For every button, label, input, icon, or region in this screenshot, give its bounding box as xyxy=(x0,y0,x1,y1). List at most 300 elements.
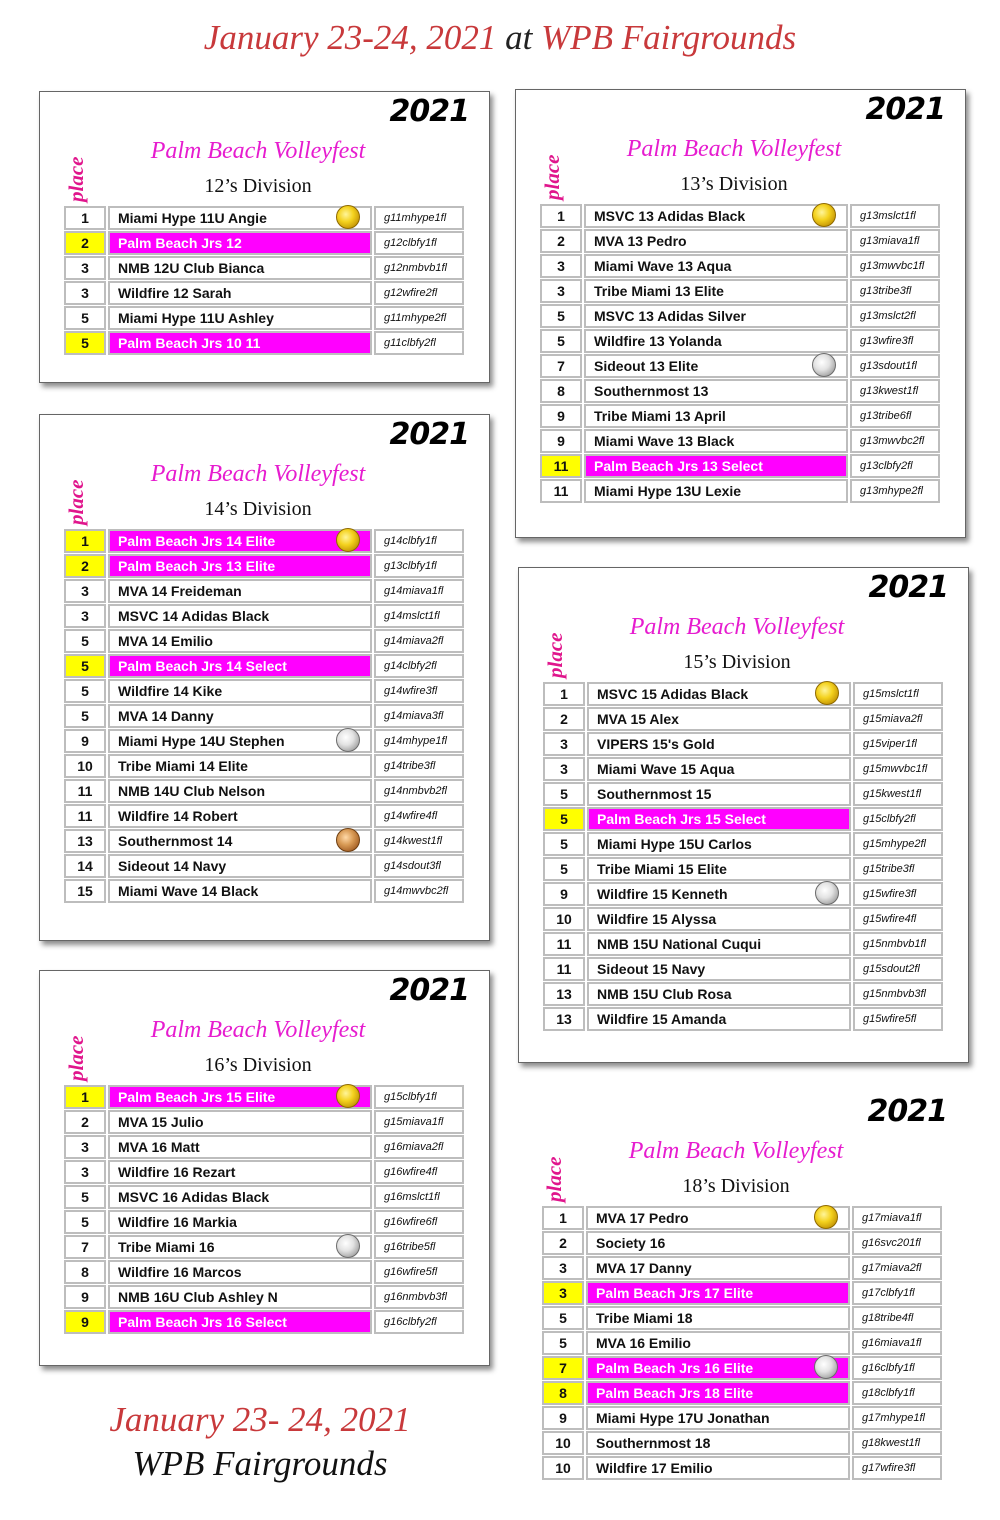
table-row xyxy=(64,1285,464,1309)
place-cell: 11 xyxy=(64,779,106,803)
place-cell: 8 xyxy=(540,379,582,403)
place-cell: 5 xyxy=(540,329,582,353)
code-cell: g17mhype1fl xyxy=(852,1406,942,1430)
table-row xyxy=(64,1135,464,1159)
place-cell: 10 xyxy=(542,1456,584,1480)
place-cell: 7 xyxy=(542,1356,584,1380)
gold-medal-icon xyxy=(336,528,360,552)
table-row xyxy=(64,281,464,305)
division-title: 16’s Division xyxy=(204,1054,312,1076)
code-cell: g17miava2fl xyxy=(852,1256,942,1280)
table-row xyxy=(542,1306,942,1330)
team-cell: MVA 17 Danny xyxy=(586,1256,850,1280)
code-cell: g18tribe4fl xyxy=(852,1306,942,1330)
team-cell: Southernmost 15 xyxy=(587,782,851,806)
silver-medal-icon xyxy=(814,1355,838,1379)
place-cell: 1 xyxy=(543,682,585,706)
table-row xyxy=(64,1085,464,1109)
place-cell: 3 xyxy=(542,1281,584,1305)
code-cell: g13tribe6fl xyxy=(850,404,940,428)
code-cell: g16wfire5fl xyxy=(374,1260,464,1284)
place-cell: 10 xyxy=(542,1431,584,1455)
team-cell: Wildfire 14 Robert xyxy=(108,804,372,828)
table-row xyxy=(543,682,943,706)
table-row xyxy=(540,304,940,328)
table-row xyxy=(543,1007,943,1031)
table-row xyxy=(64,629,464,653)
place-cell: 11 xyxy=(543,957,585,981)
team-cell: Society 16 xyxy=(586,1231,850,1255)
team-cell: Tribe Miami 13 Elite xyxy=(584,279,848,303)
place-cell: 3 xyxy=(64,256,106,280)
year-label: 2021 xyxy=(865,92,945,127)
team-cell: Sideout 14 Navy xyxy=(108,854,372,878)
team-cell: Tribe Miami 13 April xyxy=(584,404,848,428)
table-row xyxy=(64,804,464,828)
table-row xyxy=(64,829,464,853)
team-cell: Miami Wave 13 Black xyxy=(584,429,848,453)
code-cell: g11mhype2fl xyxy=(374,306,464,330)
code-cell: g15kwest1fl xyxy=(853,782,943,806)
team-cell: Palm Beach Jrs 15 Elite xyxy=(108,1085,372,1109)
place-cell: 9 xyxy=(542,1406,584,1430)
team-cell: MVA 16 Matt xyxy=(108,1135,372,1159)
place-cell: 5 xyxy=(64,1210,106,1234)
table-row xyxy=(540,229,940,253)
page-header xyxy=(0,18,1000,58)
code-cell: g12clbfy1fl xyxy=(374,231,464,255)
results-table xyxy=(540,204,940,504)
table-row xyxy=(64,206,464,230)
code-cell: g12nmbvb1fl xyxy=(374,256,464,280)
table-row xyxy=(542,1431,942,1455)
place-label: place xyxy=(542,1156,566,1202)
place-cell: 10 xyxy=(64,754,106,778)
place-cell: 5 xyxy=(64,629,106,653)
team-cell: Wildfire 15 Amanda xyxy=(587,1007,851,1031)
code-cell: g14tribe3fl xyxy=(374,754,464,778)
place-cell: 5 xyxy=(64,704,106,728)
team-cell: MSVC 15 Adidas Black xyxy=(587,682,851,706)
year-label: 2021 xyxy=(867,1094,947,1129)
division-card-12 xyxy=(39,91,490,383)
code-cell: g13mwvbc1fl xyxy=(850,254,940,278)
team-cell: MVA 13 Pedro xyxy=(584,229,848,253)
results-table xyxy=(64,1085,464,1335)
place-cell: 2 xyxy=(542,1231,584,1255)
code-cell: g14clbfy1fl xyxy=(374,529,464,553)
table-row xyxy=(543,707,943,731)
team-cell: MSVC 13 Adidas Black xyxy=(584,204,848,228)
code-cell: g14miava1fl xyxy=(374,579,464,603)
place-cell: 3 xyxy=(543,732,585,756)
table-row xyxy=(64,654,464,678)
place-label: place xyxy=(64,1035,88,1081)
place-cell: 11 xyxy=(540,454,582,478)
code-cell: g14sdout3fl xyxy=(374,854,464,878)
team-cell: Palm Beach Jrs 12 xyxy=(108,231,372,255)
team-cell: Miami Hype 15U Carlos xyxy=(587,832,851,856)
team-cell: Miami Hype 11U Ashley xyxy=(108,306,372,330)
table-row xyxy=(543,757,943,781)
place-cell: 9 xyxy=(540,429,582,453)
team-cell: Wildfire 16 Markia xyxy=(108,1210,372,1234)
code-cell: g14kwest1fl xyxy=(374,829,464,853)
table-row xyxy=(540,254,940,278)
team-cell: NMB 16U Club Ashley N xyxy=(108,1285,372,1309)
team-cell: MSVC 14 Adidas Black xyxy=(108,604,372,628)
table-row xyxy=(64,879,464,903)
table-row xyxy=(64,1210,464,1234)
code-cell: g15nmbvb3fl xyxy=(853,982,943,1006)
place-label: place xyxy=(540,154,564,200)
table-row xyxy=(64,554,464,578)
team-cell: MVA 16 Emilio xyxy=(586,1331,850,1355)
division-card-16 xyxy=(39,970,490,1366)
table-row xyxy=(542,1231,942,1255)
place-cell: 5 xyxy=(64,1185,106,1209)
gold-medal-icon xyxy=(336,1084,360,1108)
results-table xyxy=(542,1206,942,1481)
table-row xyxy=(540,429,940,453)
place-cell: 5 xyxy=(64,679,106,703)
place-cell: 3 xyxy=(64,281,106,305)
code-cell: g15wfire3fl xyxy=(853,882,943,906)
table-row xyxy=(64,306,464,330)
code-cell: g16tribe5fl xyxy=(374,1235,464,1259)
team-cell: MVA 14 Freideman xyxy=(108,579,372,603)
code-cell: g18kwest1fl xyxy=(852,1431,942,1455)
place-cell: 1 xyxy=(64,529,106,553)
code-cell: g13mslct2fl xyxy=(850,304,940,328)
code-cell: g15mhype2fl xyxy=(853,832,943,856)
header-at: at xyxy=(505,18,533,57)
table-row xyxy=(542,1331,942,1355)
team-cell: Miami Hype 11U Angie xyxy=(108,206,372,230)
header-venue: WPB Fairgrounds xyxy=(541,18,797,57)
event-title: Palm Beach Volleyfest xyxy=(626,136,842,162)
footer-venue: WPB Fairgrounds xyxy=(132,1444,388,1483)
team-cell: Miami Wave 15 Aqua xyxy=(587,757,851,781)
place-cell: 5 xyxy=(540,304,582,328)
code-cell: g15nmbvb1fl xyxy=(853,932,943,956)
place-cell: 2 xyxy=(64,554,106,578)
team-cell: Wildfire 16 Rezart xyxy=(108,1160,372,1184)
code-cell: g16clbfy1fl xyxy=(852,1356,942,1380)
code-cell: g17miava1fl xyxy=(852,1206,942,1230)
place-cell: 1 xyxy=(64,206,106,230)
gold-medal-icon xyxy=(336,205,360,229)
team-cell: VIPERS 15's Gold xyxy=(587,732,851,756)
table-row xyxy=(543,982,943,1006)
table-row xyxy=(540,204,940,228)
table-row xyxy=(540,354,940,378)
division-card-18 xyxy=(518,1092,967,1507)
team-cell: Palm Beach Jrs 10 11 xyxy=(108,331,372,355)
header-date: January 23-24, 2021 xyxy=(203,18,497,57)
code-cell: g14wfire3fl xyxy=(374,679,464,703)
place-cell: 2 xyxy=(64,231,106,255)
place-cell: 3 xyxy=(64,1160,106,1184)
team-cell: MVA 17 Pedro xyxy=(586,1206,850,1230)
place-cell: 9 xyxy=(64,729,106,753)
place-cell: 1 xyxy=(540,204,582,228)
table-row xyxy=(543,807,943,831)
table-row xyxy=(64,1260,464,1284)
table-row xyxy=(542,1356,942,1380)
code-cell: g16wfire6fl xyxy=(374,1210,464,1234)
team-cell: Wildfire 15 Alyssa xyxy=(587,907,851,931)
code-cell: g14miava3fl xyxy=(374,704,464,728)
code-cell: g14mwvbc2fl xyxy=(374,879,464,903)
table-row xyxy=(64,854,464,878)
table-row xyxy=(543,857,943,881)
footer-date: January 23- 24, 2021 xyxy=(109,1400,411,1439)
code-cell: g13mslct1fl xyxy=(850,204,940,228)
table-row xyxy=(543,932,943,956)
event-title: Palm Beach Volleyfest xyxy=(150,138,366,164)
division-card-15 xyxy=(518,567,969,1063)
team-cell: Wildfire 17 Emilio xyxy=(586,1456,850,1480)
silver-medal-icon xyxy=(336,1234,360,1258)
table-row xyxy=(64,529,464,553)
table-row xyxy=(542,1281,942,1305)
year-label: 2021 xyxy=(389,417,469,452)
team-cell: MVA 15 Julio xyxy=(108,1110,372,1134)
team-cell: Palm Beach Jrs 15 Select xyxy=(587,807,851,831)
year-label: 2021 xyxy=(389,94,469,129)
table-row xyxy=(543,882,943,906)
place-label: place xyxy=(543,632,567,678)
team-cell: MVA 14 Danny xyxy=(108,704,372,728)
silver-medal-icon xyxy=(815,881,839,905)
division-title: 15’s Division xyxy=(683,651,791,673)
place-cell: 7 xyxy=(540,354,582,378)
table-row xyxy=(64,604,464,628)
team-cell: Southernmost 18 xyxy=(586,1431,850,1455)
table-row xyxy=(542,1206,942,1230)
place-cell: 15 xyxy=(64,879,106,903)
table-row xyxy=(64,779,464,803)
place-cell: 3 xyxy=(64,604,106,628)
place-cell: 1 xyxy=(542,1206,584,1230)
place-cell: 5 xyxy=(543,807,585,831)
place-cell: 3 xyxy=(540,279,582,303)
place-cell: 2 xyxy=(543,707,585,731)
division-card-14 xyxy=(39,414,490,941)
table-row xyxy=(64,679,464,703)
code-cell: g15wfire4fl xyxy=(853,907,943,931)
code-cell: g13miava1fl xyxy=(850,229,940,253)
place-cell: 9 xyxy=(540,404,582,428)
table-row xyxy=(543,732,943,756)
place-cell: 8 xyxy=(64,1260,106,1284)
team-cell: MSVC 16 Adidas Black xyxy=(108,1185,372,1209)
team-cell: Palm Beach Jrs 18 Elite xyxy=(586,1381,850,1405)
team-cell: Palm Beach Jrs 16 Select xyxy=(108,1310,372,1334)
event-title: Palm Beach Volleyfest xyxy=(629,614,845,640)
division-card-13 xyxy=(515,89,966,538)
team-cell: NMB 15U National Cuqui xyxy=(587,932,851,956)
table-row xyxy=(64,1310,464,1334)
code-cell: g13kwest1fl xyxy=(850,379,940,403)
division-title: 13’s Division xyxy=(680,173,788,195)
code-cell: g16miava1fl xyxy=(852,1331,942,1355)
place-cell: 2 xyxy=(64,1110,106,1134)
place-cell: 3 xyxy=(543,757,585,781)
table-row xyxy=(64,754,464,778)
code-cell: g15viper1fl xyxy=(853,732,943,756)
code-cell: g14miava2fl xyxy=(374,629,464,653)
team-cell: Wildfire 16 Marcos xyxy=(108,1260,372,1284)
place-cell: 3 xyxy=(64,579,106,603)
results-table xyxy=(64,529,464,904)
place-cell: 7 xyxy=(64,1235,106,1259)
results-table xyxy=(543,682,943,1032)
team-cell: Palm Beach Jrs 13 Select xyxy=(584,454,848,478)
silver-medal-icon xyxy=(812,353,836,377)
gold-medal-icon xyxy=(815,681,839,705)
team-cell: Palm Beach Jrs 16 Elite xyxy=(586,1356,850,1380)
code-cell: g15miava1fl xyxy=(374,1110,464,1134)
code-cell: g17wfire3fl xyxy=(852,1456,942,1480)
team-cell: Miami Hype 14U Stephen xyxy=(108,729,372,753)
place-cell: 5 xyxy=(543,857,585,881)
place-cell: 9 xyxy=(64,1285,106,1309)
year-label: 2021 xyxy=(868,570,948,605)
place-cell: 11 xyxy=(543,932,585,956)
year-label: 2021 xyxy=(389,973,469,1008)
team-cell: Miami Wave 14 Black xyxy=(108,879,372,903)
code-cell: g15clbfy1fl xyxy=(374,1085,464,1109)
division-title: 12’s Division xyxy=(204,175,312,197)
place-cell: 13 xyxy=(543,1007,585,1031)
table-row xyxy=(542,1381,942,1405)
code-cell: g15tribe3fl xyxy=(853,857,943,881)
place-cell: 11 xyxy=(540,479,582,503)
table-row xyxy=(540,379,940,403)
table-row xyxy=(543,907,943,931)
code-cell: g15wfire5fl xyxy=(853,1007,943,1031)
place-cell: 13 xyxy=(543,982,585,1006)
code-cell: g17clbfy1fl xyxy=(852,1281,942,1305)
table-row xyxy=(543,832,943,856)
table-row xyxy=(542,1406,942,1430)
table-row xyxy=(64,1160,464,1184)
code-cell: g16nmbvb3fl xyxy=(374,1285,464,1309)
division-title: 14’s Division xyxy=(204,498,312,520)
team-cell: Tribe Miami 16 xyxy=(108,1235,372,1259)
team-cell: Wildfire 15 Kenneth xyxy=(587,882,851,906)
code-cell: g13mwvbc2fl xyxy=(850,429,940,453)
place-cell: 11 xyxy=(64,804,106,828)
table-row xyxy=(64,231,464,255)
code-cell: g15sdout2fl xyxy=(853,957,943,981)
table-row xyxy=(540,454,940,478)
team-cell: Miami Wave 13 Aqua xyxy=(584,254,848,278)
code-cell: g14mhype1fl xyxy=(374,729,464,753)
place-cell: 5 xyxy=(542,1331,584,1355)
code-cell: g14clbfy2fl xyxy=(374,654,464,678)
place-cell: 3 xyxy=(540,254,582,278)
place-cell: 1 xyxy=(64,1085,106,1109)
table-row xyxy=(542,1256,942,1280)
place-cell: 9 xyxy=(543,882,585,906)
place-cell: 5 xyxy=(542,1306,584,1330)
team-cell: NMB 15U Club Rosa xyxy=(587,982,851,1006)
team-cell: Tribe Miami 14 Elite xyxy=(108,754,372,778)
place-cell: 5 xyxy=(64,331,106,355)
table-row xyxy=(543,782,943,806)
team-cell: Palm Beach Jrs 17 Elite xyxy=(586,1281,850,1305)
event-title: Palm Beach Volleyfest xyxy=(150,461,366,487)
place-cell: 8 xyxy=(542,1381,584,1405)
code-cell: g13tribe3fl xyxy=(850,279,940,303)
team-cell: MVA 14 Emilio xyxy=(108,629,372,653)
code-cell: g14nmbvb2fl xyxy=(374,779,464,803)
place-cell: 9 xyxy=(64,1310,106,1334)
place-cell: 14 xyxy=(64,854,106,878)
table-row xyxy=(543,957,943,981)
table-row xyxy=(540,404,940,428)
team-cell: Tribe Miami 18 xyxy=(586,1306,850,1330)
table-row xyxy=(64,1235,464,1259)
division-title: 18’s Division xyxy=(682,1175,790,1197)
place-label: place xyxy=(64,479,88,525)
code-cell: g13mhype2fl xyxy=(850,479,940,503)
code-cell: g16svc201fl xyxy=(852,1231,942,1255)
team-cell: Palm Beach Jrs 14 Elite xyxy=(108,529,372,553)
team-cell: Miami Hype 17U Jonathan xyxy=(586,1406,850,1430)
code-cell: g14wfire4fl xyxy=(374,804,464,828)
code-cell: g13wfire3fl xyxy=(850,329,940,353)
team-cell: Southernmost 13 xyxy=(584,379,848,403)
table-row xyxy=(64,331,464,355)
code-cell: g11clbfy2fl xyxy=(374,331,464,355)
team-cell: MSVC 13 Adidas Silver xyxy=(584,304,848,328)
team-cell: MVA 15 Alex xyxy=(587,707,851,731)
team-cell: Wildfire 13 Yolanda xyxy=(584,329,848,353)
team-cell: Sideout 13 Elite xyxy=(584,354,848,378)
code-cell: g16wfire4fl xyxy=(374,1160,464,1184)
gold-medal-icon xyxy=(814,1205,838,1229)
table-row xyxy=(540,479,940,503)
team-cell: Palm Beach Jrs 13 Elite xyxy=(108,554,372,578)
team-cell: Tribe Miami 15 Elite xyxy=(587,857,851,881)
table-row xyxy=(64,1110,464,1134)
place-cell: 3 xyxy=(64,1135,106,1159)
code-cell: g15miava2fl xyxy=(853,707,943,731)
event-title: Palm Beach Volleyfest xyxy=(150,1017,366,1043)
code-cell: g15mwvbc1fl xyxy=(853,757,943,781)
table-row xyxy=(64,729,464,753)
place-cell: 5 xyxy=(543,832,585,856)
code-cell: g16clbfy2fl xyxy=(374,1310,464,1334)
team-cell: Wildfire 12 Sarah xyxy=(108,281,372,305)
gold-medal-icon xyxy=(812,203,836,227)
place-cell: 5 xyxy=(543,782,585,806)
silver-medal-icon xyxy=(336,728,360,752)
table-row xyxy=(542,1456,942,1480)
bronze-medal-icon xyxy=(336,828,360,852)
team-cell: Miami Hype 13U Lexie xyxy=(584,479,848,503)
code-cell: g18clbfy1fl xyxy=(852,1381,942,1405)
place-cell: 5 xyxy=(64,306,106,330)
team-cell: Palm Beach Jrs 14 Select xyxy=(108,654,372,678)
code-cell: g16miava2fl xyxy=(374,1135,464,1159)
place-cell: 13 xyxy=(64,829,106,853)
code-cell: g13sdout1fl xyxy=(850,354,940,378)
